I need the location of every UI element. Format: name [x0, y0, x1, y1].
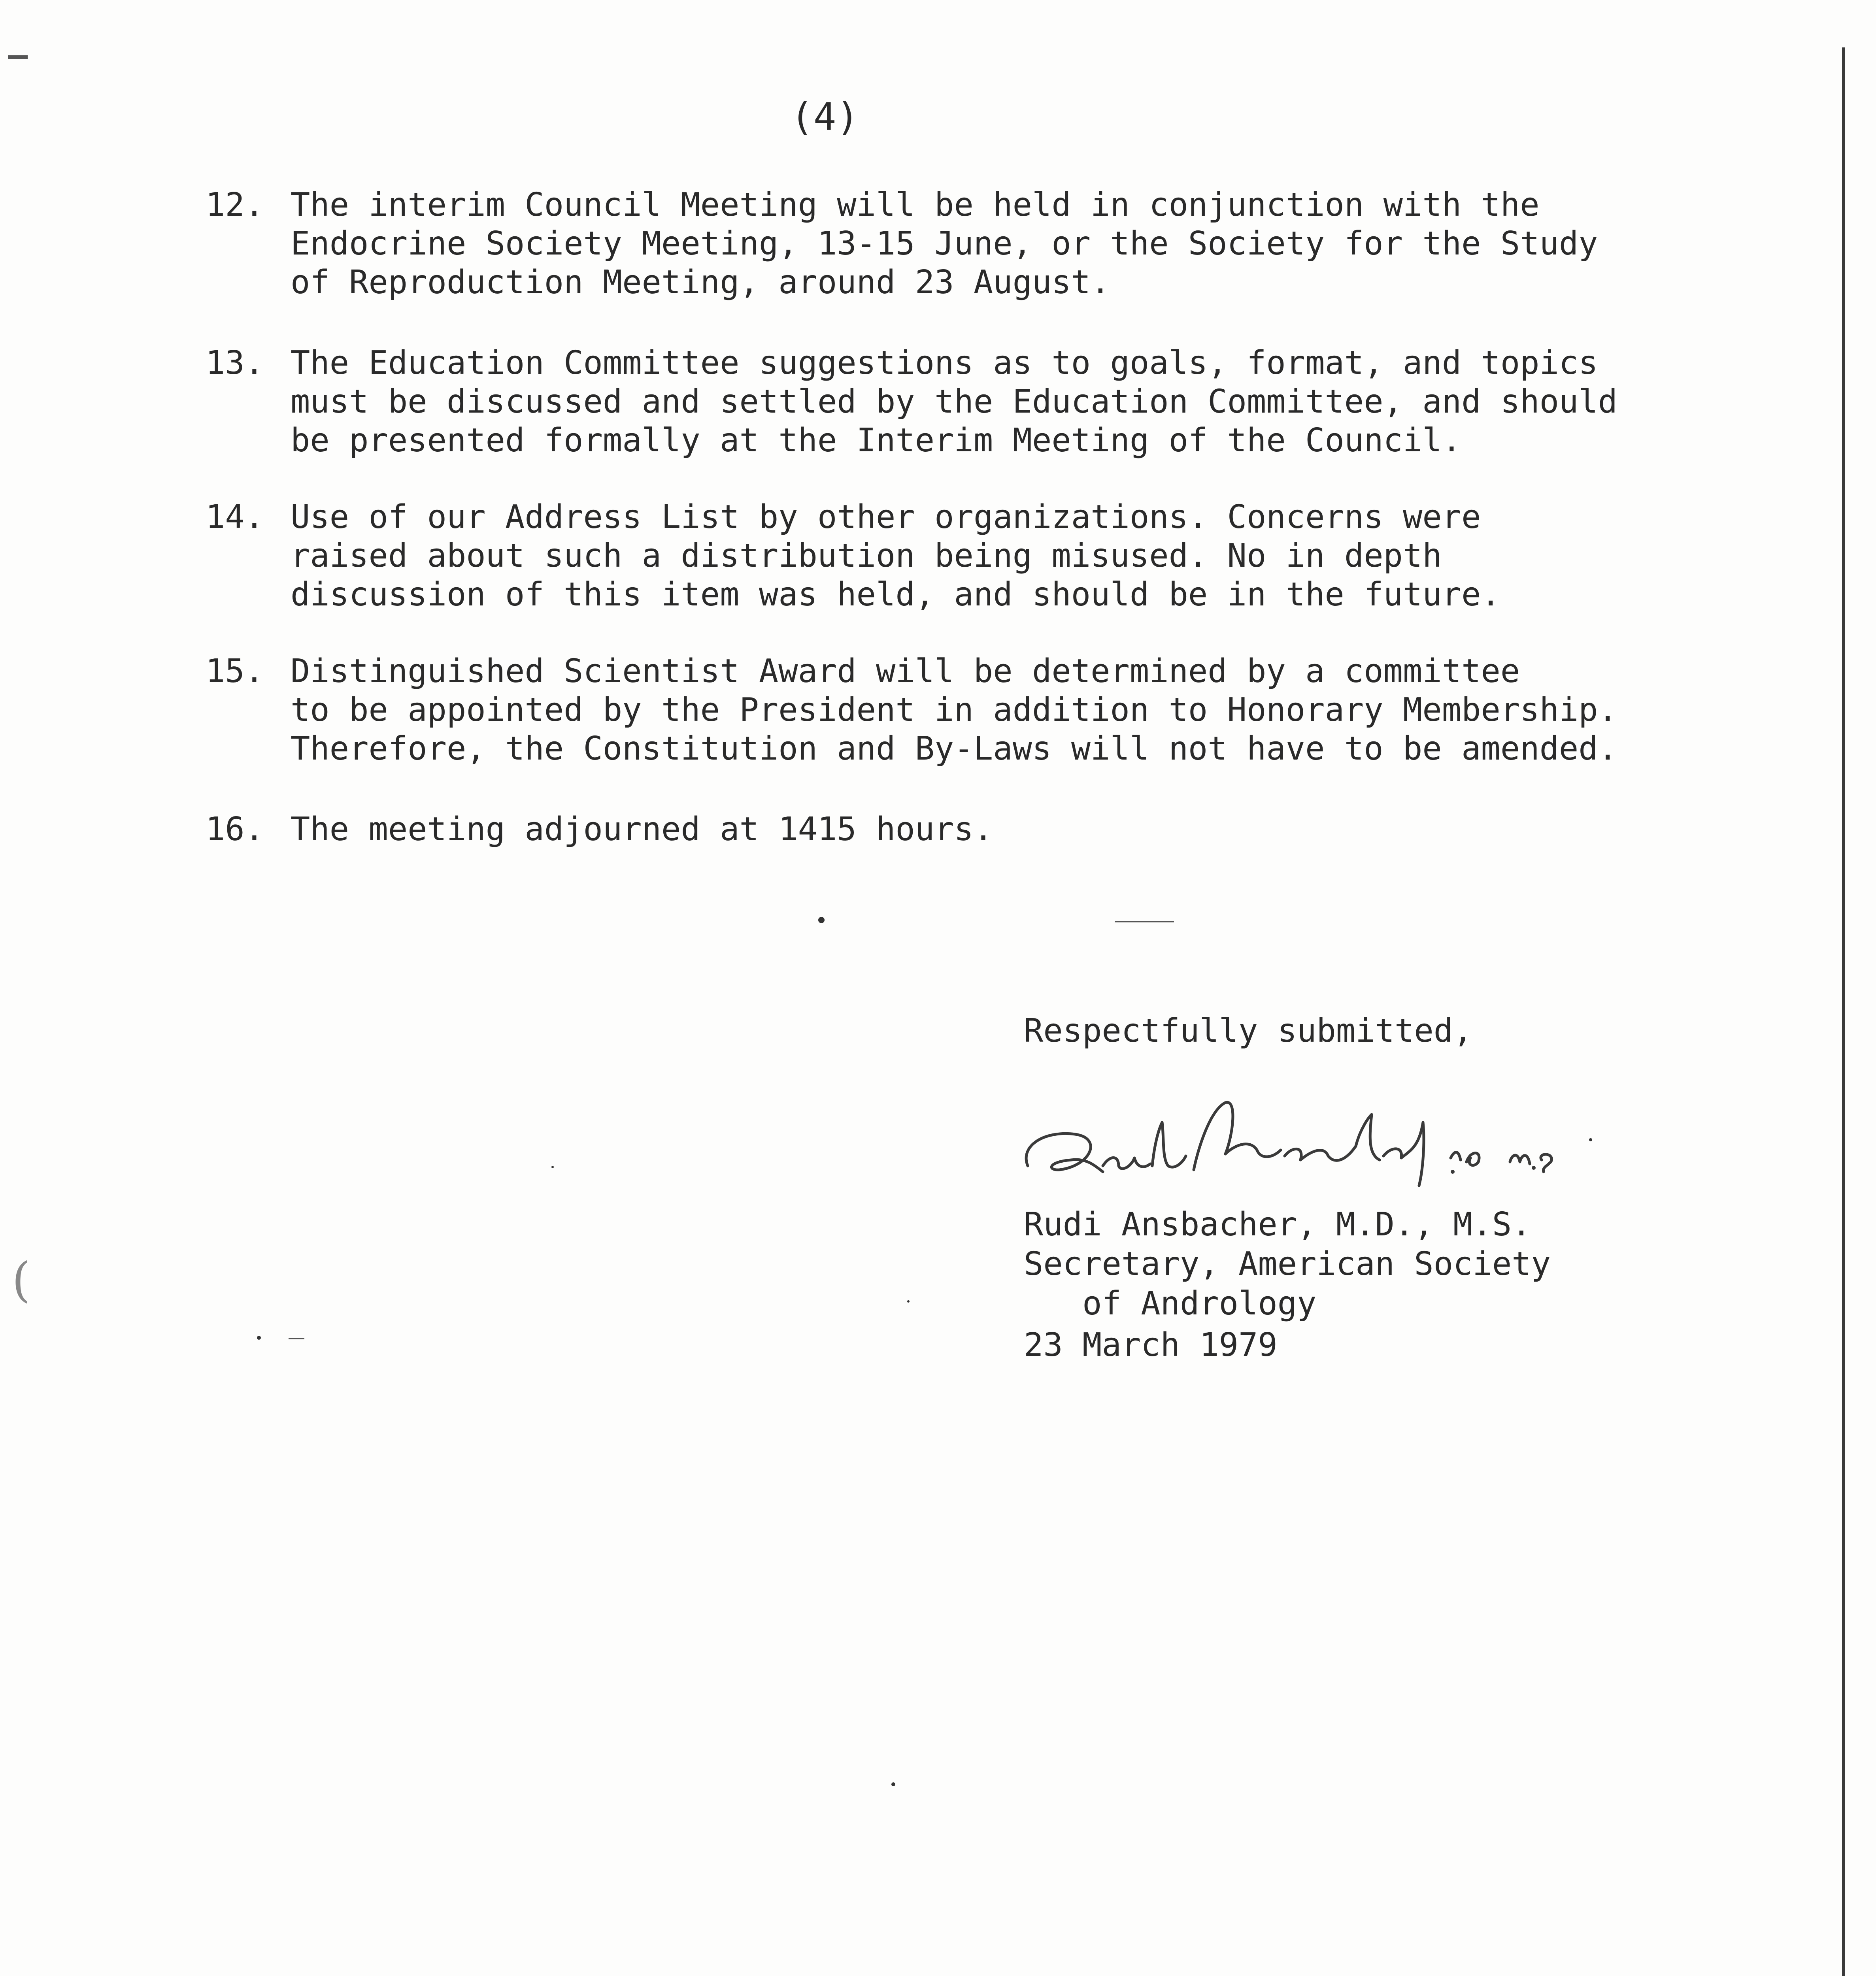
item-line: discussion of this item was held, and should be in the future. — [291, 576, 1500, 613]
minutes-item-13 — [206, 344, 1668, 460]
page-number: (4) — [791, 95, 859, 139]
document-date: 23 March 1979 — [1024, 1326, 1278, 1364]
stray-speck — [891, 1782, 895, 1786]
item-number: 16. — [206, 811, 264, 848]
item-number: 14. — [206, 498, 264, 536]
signature-image — [1012, 1087, 1605, 1205]
item-line: The Education Committee suggestions as to goals, format, and topics — [291, 344, 1598, 382]
minutes-item-14 — [206, 498, 1668, 614]
item-line: of Reproduction Meeting, around 23 August. — [291, 264, 1110, 301]
item-line: Distinguished Scientist Award will be determined by a committee — [291, 652, 1520, 690]
item-line: The interim Council Meeting will be held in conjunction with the — [291, 186, 1540, 224]
item-line: Use of our Address List by other organizations. Concerns were — [291, 498, 1481, 536]
item-text — [291, 498, 1668, 614]
item-line: Endocrine Society Meeting, 13-15 June, or the Society for the Study — [291, 225, 1598, 262]
item-number: 15. — [206, 652, 264, 690]
stray-speck — [551, 1166, 554, 1168]
minutes-item-16 — [206, 810, 1668, 849]
item-text — [291, 344, 1668, 460]
item-number: 13. — [206, 344, 264, 382]
item-text — [291, 186, 1668, 302]
minutes-item-12 — [206, 186, 1668, 302]
signer-title: Secretary, American Society — [1024, 1245, 1551, 1283]
item-line: raised about such a distribution being misused. No in depth — [291, 537, 1442, 575]
stray-mark — [289, 1338, 304, 1339]
item-line: be presented formally at the Interim Meeting of the Council. — [291, 422, 1462, 459]
stray-speck — [907, 1300, 910, 1303]
item-number: 12. — [206, 186, 264, 224]
item-text — [291, 810, 1668, 849]
page-edge-shadow — [1842, 47, 1845, 1976]
item-line: The meeting adjourned at 1415 hours. — [291, 811, 993, 848]
signer-title-continued: of Andrology — [1024, 1285, 1317, 1322]
stray-speck — [818, 917, 825, 923]
item-line: must be discussed and settled by the Education Committee, and should — [291, 383, 1618, 420]
signer-name: Rudi Ansbacher, M.D., M.S. — [1024, 1206, 1531, 1243]
stray-speck — [1589, 1138, 1592, 1141]
minutes-item-15 — [206, 652, 1668, 768]
stray-mark — [1115, 921, 1174, 922]
margin-bracket-mark: ( — [12, 1253, 30, 1308]
stray-mark — [8, 55, 28, 59]
item-text — [291, 652, 1668, 768]
item-line: to be appointed by the President in addition to Honorary Membership. — [291, 691, 1618, 729]
stray-speck — [257, 1336, 261, 1340]
closing-salutation: Respectfully submitted, — [1024, 1012, 1473, 1050]
item-line: Therefore, the Constitution and By-Laws will not have to be amended. — [291, 730, 1618, 767]
